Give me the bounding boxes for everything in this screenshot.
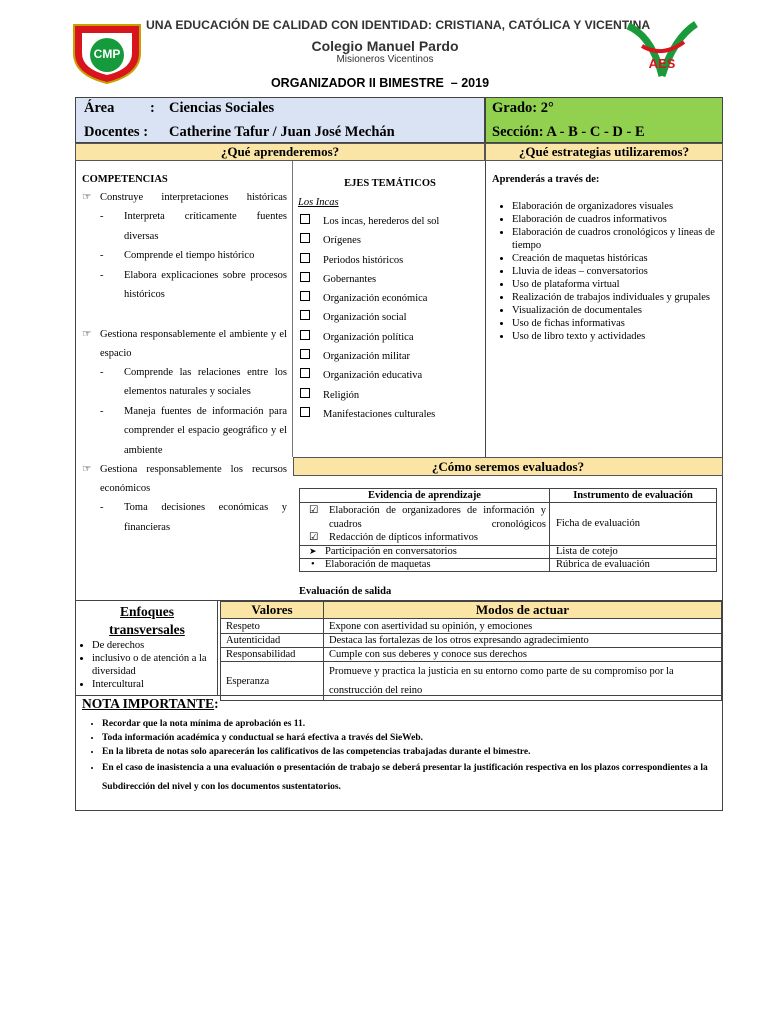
nota-text: En la libreta de notas (102, 747, 191, 757)
evidencia-text: Participación en conversatorios (325, 546, 457, 557)
document-title: ORGANIZADOR II BIMESTRE – 2019 (270, 76, 490, 90)
modo-cell: Promueve y practica la justicia en su entorno como parte de su compromiso por la construcción del reino (324, 662, 722, 701)
eje-item (300, 270, 482, 289)
modos-header: Modos de actuar (324, 602, 722, 619)
evaluacion-col-instrumento: Instrumento de evaluación (550, 489, 717, 503)
estrategia-item: • Visualización de documentales (512, 304, 716, 317)
capacidad-text: Interpreta críticamente fuentes diversas (124, 211, 287, 242)
valores-header: Valores (221, 602, 324, 619)
eje-item (300, 212, 482, 231)
nota-text: solo aparecerán los calificativos de las competencias trabajadas durante el bimestre. (190, 747, 531, 757)
info-row-right (485, 97, 723, 143)
pointing-hand-icon: ☞ (82, 328, 92, 340)
valores-table (220, 601, 722, 701)
capacidad-text: Elabora explicaciones sobre procesos históricos (124, 269, 287, 300)
eje-text: Orígenes (323, 235, 361, 247)
estrategias-divider (485, 161, 486, 457)
checkbox-icon (300, 349, 310, 359)
grado: Grado: 2° (492, 100, 554, 116)
area-label: Área (84, 100, 115, 116)
estrategia-item: • Elaboración de cuadros informativos (512, 213, 716, 226)
instrumento-cell: Ficha de evaluación (550, 503, 717, 546)
eje-item (300, 251, 482, 270)
school-subtitle: Misioneros Vicentinos (336, 54, 434, 65)
competencia-2-text: Gestiona responsablemente el ambiente y el espacio (100, 328, 287, 359)
estrategia-item: • Realización de trabajos individuales y grupales (512, 291, 716, 304)
estrategia-item: • Lluvia de ideas – conversatorios (512, 265, 716, 278)
checked-box-icon: ☑ (309, 532, 319, 543)
modo-cell: Cumple con sus deberes y conoce sus derechos (324, 648, 722, 662)
eje-text: Gobernantes (323, 273, 377, 285)
enfoques-left (76, 601, 218, 695)
valor-cell: Autenticidad (221, 634, 324, 648)
nota-item: • Recordar que la nota mínima de aprobación es 11. (102, 717, 716, 731)
ejes-title: EJES TEMÁTICOS (344, 178, 436, 189)
competencias-title: COMPETENCIAS (82, 174, 168, 185)
estrategias-intro: Aprenderás a través de: (492, 174, 600, 185)
checkbox-icon (300, 272, 310, 282)
nota-item (102, 745, 716, 759)
competencia-1-items (82, 207, 287, 305)
school-name: Colegio Manuel Pardo (311, 38, 459, 54)
enfoque-item: • De derechos (92, 639, 214, 652)
eje-item (300, 405, 482, 424)
eje-item (300, 231, 482, 250)
eje-text: Periodos históricos (323, 254, 404, 266)
modo-cell: Destaca las fortalezas de los otros expresando agradecimiento (324, 634, 722, 648)
valor-cell: Esperanza (221, 662, 324, 701)
seccion: Sección: A - B - C - D - E (492, 124, 645, 140)
capacidad-text: Comprende las relaciones entre los elementos naturales y sociales (124, 366, 287, 397)
estrategias-list (492, 200, 716, 343)
pointing-hand-icon: ☞ (82, 464, 92, 475)
checkbox-icon (300, 253, 310, 263)
eje-text: Organización social (323, 312, 407, 324)
area-sep: : (150, 100, 155, 116)
nota-heading (82, 696, 219, 712)
ejes-subtitle: Los Incas (298, 197, 339, 208)
eje-item (300, 386, 482, 405)
checkbox-icon (300, 388, 310, 398)
area-value: Ciencias Sociales (169, 100, 275, 116)
nota-title: NOTA IMPORTANTE (82, 696, 215, 711)
nota-item: • En el caso de inasistencia a una evaluación o presentación de trabajo se deberá presentar la justificación respectiva en los plazos correspondientes a la Subdirección del nivel y con los documentos sustentatorios. (102, 759, 716, 797)
eje-text: Manifestaciones culturales (323, 408, 436, 420)
enfoque-item: • Intercultural (92, 678, 214, 691)
eje-text: Organización educativa (323, 370, 423, 382)
ejes-column (298, 176, 482, 424)
evidencia-text: Elaboración de organizadores de información y cuadros cronológicos (329, 505, 546, 530)
eje-text: Organización económica (323, 293, 428, 305)
checkbox-icon (300, 310, 310, 320)
enfoques-title: Enfoques transversales (109, 604, 185, 637)
capacidad-item: - Toma decisiones económicas y financieras (100, 502, 287, 533)
nota-list (76, 717, 716, 797)
competencia-3 (82, 460, 287, 498)
estrategia-item: • Uso de libro texto y actividades (512, 330, 716, 343)
eje-text: Los incas, herederos del sol (323, 216, 440, 227)
estrategias-column (492, 172, 716, 343)
evidencia-text: Elaboración de maquetas (325, 559, 431, 570)
capacidad-item: - Maneja fuentes de información para comprender el espacio geográfico y el ambiente (100, 405, 287, 456)
eje-item (300, 289, 482, 308)
competencias-column (82, 172, 287, 537)
aprenderemos-header: ¿Qué aprenderemos? (75, 143, 485, 161)
nota-colon: : (214, 696, 219, 711)
estrategia-item: • Elaboración de organizadores visuales (512, 200, 716, 213)
valor-cell: Respeto (221, 619, 324, 634)
enfoques-list (76, 639, 214, 691)
capacidad-item: - Elabora explicaciones sobre procesos históricos (100, 269, 287, 300)
estrategia-item: • Elaboración de cuadros cronológicos y líneas de tiempo (512, 226, 716, 252)
competencia-3-items (82, 498, 287, 537)
competencia-3-text: Gestiona responsablemente los recursos económicos (100, 464, 287, 494)
eje-item (300, 328, 482, 347)
instrumento-cell: Rúbrica de evaluación (550, 558, 717, 571)
estrategia-item: • Uso de fichas informativas (512, 317, 716, 330)
eje-text: Organización política (323, 331, 414, 343)
right-logo (622, 18, 702, 80)
header-slogan: UNA EDUCACIÓN DE CALIDAD CON IDENTIDAD: CRISTIANA, CATÓLICA Y VICENTINA (146, 18, 651, 32)
bullet-icon: • (311, 559, 315, 570)
checkbox-icon (300, 291, 310, 301)
nota-item: • Toda información académica y conductual se hará efectiva a través del SieWeb. (102, 731, 716, 745)
eje-item (300, 366, 482, 385)
competencia-1 (82, 188, 287, 207)
docentes-label: Docentes : (84, 124, 149, 140)
eje-text: Organización militar (323, 351, 410, 363)
modo-cell: Expone con asertividad su opinión, y emociones (324, 619, 722, 634)
capacidad-item: - Interpreta críticamente fuentes diversas (100, 211, 287, 242)
estrategia-item: • Uso de plataforma virtual (512, 278, 716, 291)
left-logo (72, 23, 142, 85)
nota-section (75, 696, 723, 811)
capacidad-item: - Comprende las relaciones entre los elementos naturales y sociales (100, 366, 287, 397)
capacidad-text: Comprende el tiempo histórico (124, 250, 255, 261)
checkbox-icon (300, 233, 310, 243)
competencia-2 (82, 325, 287, 363)
left-logo-text: CMP (93, 47, 121, 61)
info-row-left (75, 97, 485, 143)
checkbox-icon (300, 407, 310, 417)
eje-item (300, 308, 482, 327)
checked-box-icon: ☑ (309, 505, 319, 516)
capacidad-text: Toma decisiones económicas y financieras (124, 502, 287, 533)
evaluacion-cell (300, 545, 550, 558)
capacidad-text: Maneja fuentes de información para comprender el espacio geográfico y el ambiente (124, 405, 287, 456)
competencia-2-items (82, 363, 287, 461)
evaluados-header: ¿Cómo seremos evaluados? (293, 457, 723, 476)
evaluacion-cell (300, 558, 550, 571)
evidencia-text: Redacción de dípticos informativos (329, 532, 479, 543)
checkbox-icon (300, 368, 310, 378)
evaluacion-salida: Evaluación de salida (299, 586, 392, 597)
docentes-value: Catherine Tafur / Juan José Mechán (169, 124, 395, 140)
capacidad-item: - Comprende el tiempo histórico (100, 250, 255, 261)
checkbox-icon (300, 330, 310, 340)
ejes-list (300, 212, 482, 424)
pointing-hand-icon: ☞ (82, 192, 92, 203)
estrategia-item: • Creación de maquetas históricas (512, 252, 716, 265)
right-logo-text: AES (648, 56, 676, 71)
enfoque-item: • inclusivo o de atención a la diversidad (92, 652, 214, 678)
estrategias-header: ¿Qué estrategias utilizaremos? (485, 143, 723, 161)
valor-cell: Responsabilidad (221, 648, 324, 662)
checkbox-icon (300, 214, 310, 224)
instrumento-cell: Lista de cotejo (550, 545, 717, 558)
evaluacion-col-evidencia: Evidencia de aprendizaje (300, 489, 550, 503)
competencias-divider (292, 161, 293, 457)
eje-item (300, 347, 482, 366)
eje-text: Religión (323, 389, 360, 401)
evaluacion-table (299, 488, 717, 572)
competencia-1-text: Construye interpretaciones históricas (100, 192, 287, 203)
arrow-icon: ➤ (309, 546, 317, 556)
evaluacion-cell (300, 503, 550, 546)
